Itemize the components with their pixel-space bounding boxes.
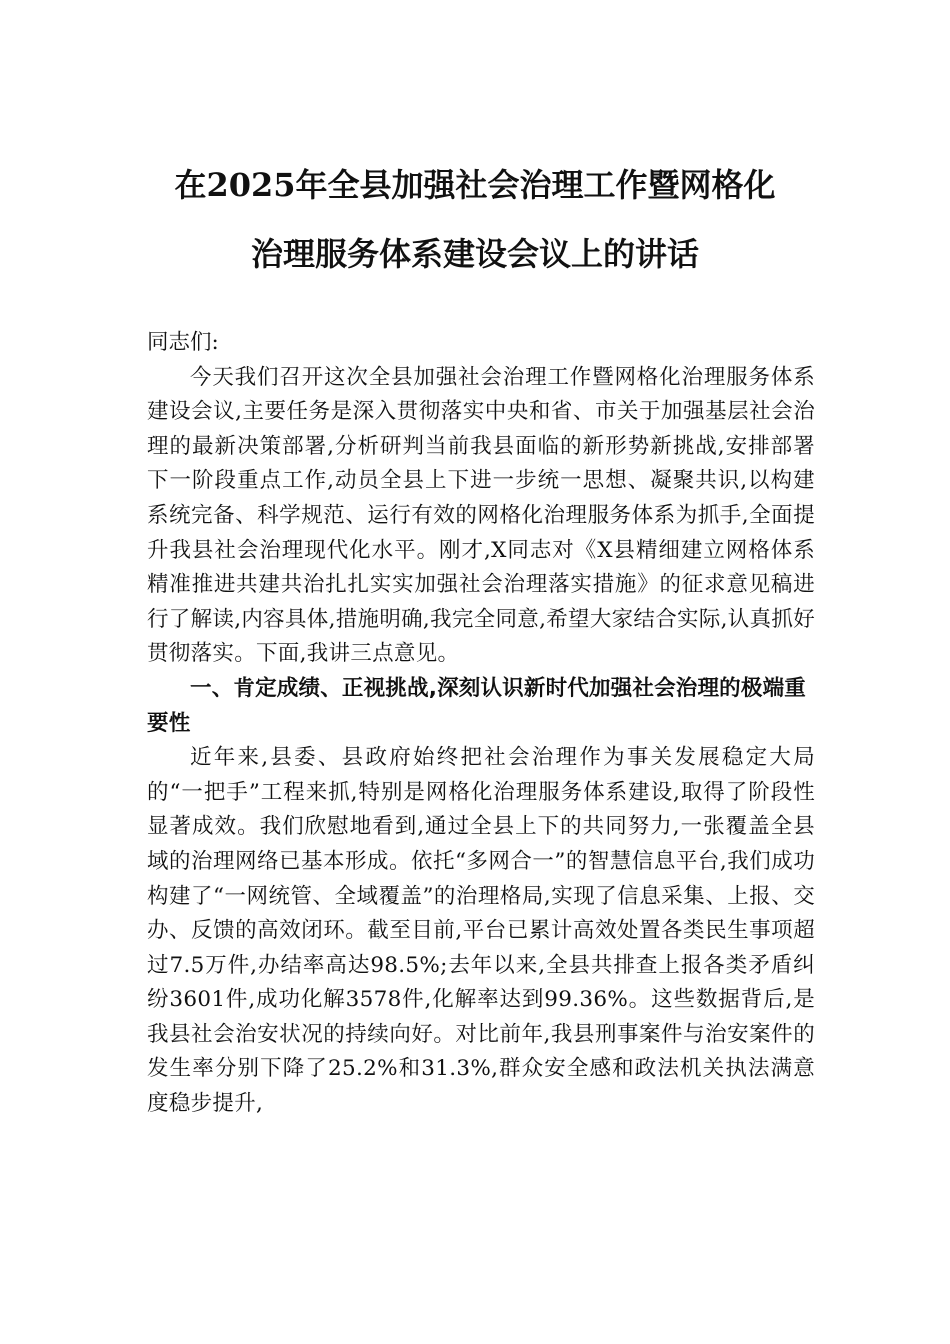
paragraph-opening: 今天我们召开这次全县加强社会治理工作暨网格化治理服务体系建设会议,主要任务是深入贯彻落实中央和省、市关于加强基层社会治理的最新决策部署,分析研判当前我县面临的新形势新挑战,安排部署下一阶段重点工作,动员全县上下进一步统一思想、凝聚共识,以构建系统完备、科学规范、运行有效的网格化治理服务体系为抓手,全面提升我县社会治理现代化水平。刚才,X同志对《X县精细建立网格体系精准推进共建共治扎扎实实加强社会治理落实措施》的征求意见稿进行了解读,内容具体,措施明确,我完全同意,希望大家结合实际,认真抓好贯彻落实。下面,我讲三点意见。 xyxy=(147,364,815,667)
document-body xyxy=(147,326,815,1122)
document-title-line-2: 治理服务体系建设会议上的讲话 xyxy=(250,235,699,273)
salutation: 同志们: xyxy=(147,330,219,355)
document-title-line-1: 在2025年全县加强社会治理工作暨网格化 xyxy=(174,166,776,204)
paragraph-achievements: 近年来,县委、县政府始终把社会治理作为事关发展稳定大局的“一把手”工程来抓,特别是网格化治理服务体系建设,取得了阶段性显著成效。我们欣慰地看到,通过全县上下的共同努力,一张覆盖全县域的治理网络已基本形成。依托“多网合一”的智慧信息平台,我们成功构建了“一网统管、全域覆盖”的治理格局,实现了信息采集、上报、交办、反馈的高效闭环。截至目前,平台已累计高效处置各类民生事项超过7.5万件,办结率高达98.5%;去年以来,全县共排查上报各类矛盾纠纷3601件,成功化解3578件,化解率达到99.36%。这些数据背后,是我县社会治安状况的持续向好。对比前年,我县刑事案件与治安案件的发生率分别下降了25.2%和31.3%,群众安全感和政法机关执法满意度稳步提升, xyxy=(147,745,815,1117)
section-heading-1: 一、肯定成绩、正视挑战,深刻认识新时代加强社会治理的极端重要性 xyxy=(147,675,806,736)
